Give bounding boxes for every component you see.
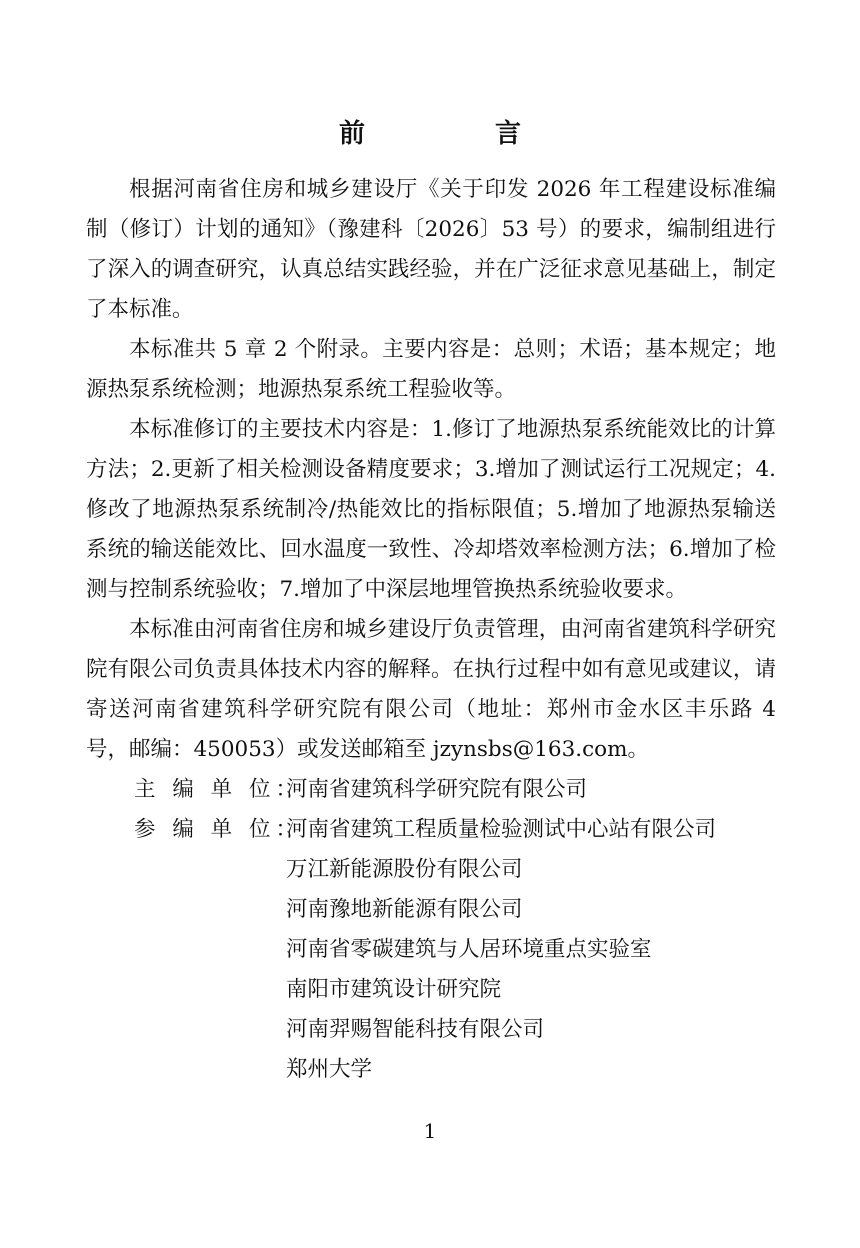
participant-unit: 河南省建筑工程质量检验测试中心站有限公司	[286, 817, 717, 842]
participant-unit: 万江新能源股份有限公司	[286, 857, 523, 882]
page-number: 1	[423, 1119, 437, 1143]
page-title: 前 言	[338, 119, 573, 149]
paragraph-revisions: 本标准修订的主要技术内容是：1.修订了地源热泵系统能效比的计算方法；2.更新了相关检测设备精度要求；3.增加了测试运行工况规定；4.修改了地源热泵系统制冷/热能效比的指标限值；5.增加了地源热泵输送系统的输送能效比、回水温度一致性、冷却塔效率检测方法；6.增加了检测与控制系统验收；7.增加了中深层地埋管换热系统验收要求。	[86, 417, 776, 602]
participants-row	[86, 810, 776, 850]
participant-unit: 河南省零碳建筑与人居环境重点实验室	[286, 937, 652, 962]
paragraph-contents: 本标准共 5 章 2 个附录。主要内容是：总则；术语；基本规定；地源热泵系统检测；地源热泵系统工程验收等。	[86, 337, 776, 402]
paragraph-basis: 根据河南省住房和城乡建设厅《关于印发 2026 年工程建设标准编制（修订）计划的通知》（豫建科〔2026〕53 号）的要求，编制组进行了深入的调查研究，认真总结实践经验，并在广泛征求意见基础上，制定了本标准。	[86, 177, 776, 322]
chief-editor-label: 主 编 单 位：	[134, 777, 303, 802]
chief-editor-row	[86, 770, 776, 810]
participant-unit: 河南豫地新能源有限公司	[286, 897, 523, 922]
foreword-body	[86, 170, 776, 1090]
paragraph-management: 本标准由河南省住房和城乡建设厅负责管理，由河南省建筑科学研究院有限公司负责具体技术内容的解释。在执行过程中如有意见或建议，请寄送河南省建筑科学研究院有限公司（地址：郑州市金水区丰乐路 4 号，邮编：450053）或发送邮箱至 jzynsbs@163.com。	[86, 617, 776, 762]
participants-label: 参 编 单 位：	[134, 817, 303, 842]
chief-editor-value: 河南省建筑科学研究院有限公司	[286, 777, 588, 802]
participant-unit: 河南羿赐智能科技有限公司	[286, 1017, 545, 1042]
participant-unit: 南阳市建筑设计研究院	[286, 977, 502, 1002]
participant-unit: 郑州大学	[286, 1057, 373, 1082]
